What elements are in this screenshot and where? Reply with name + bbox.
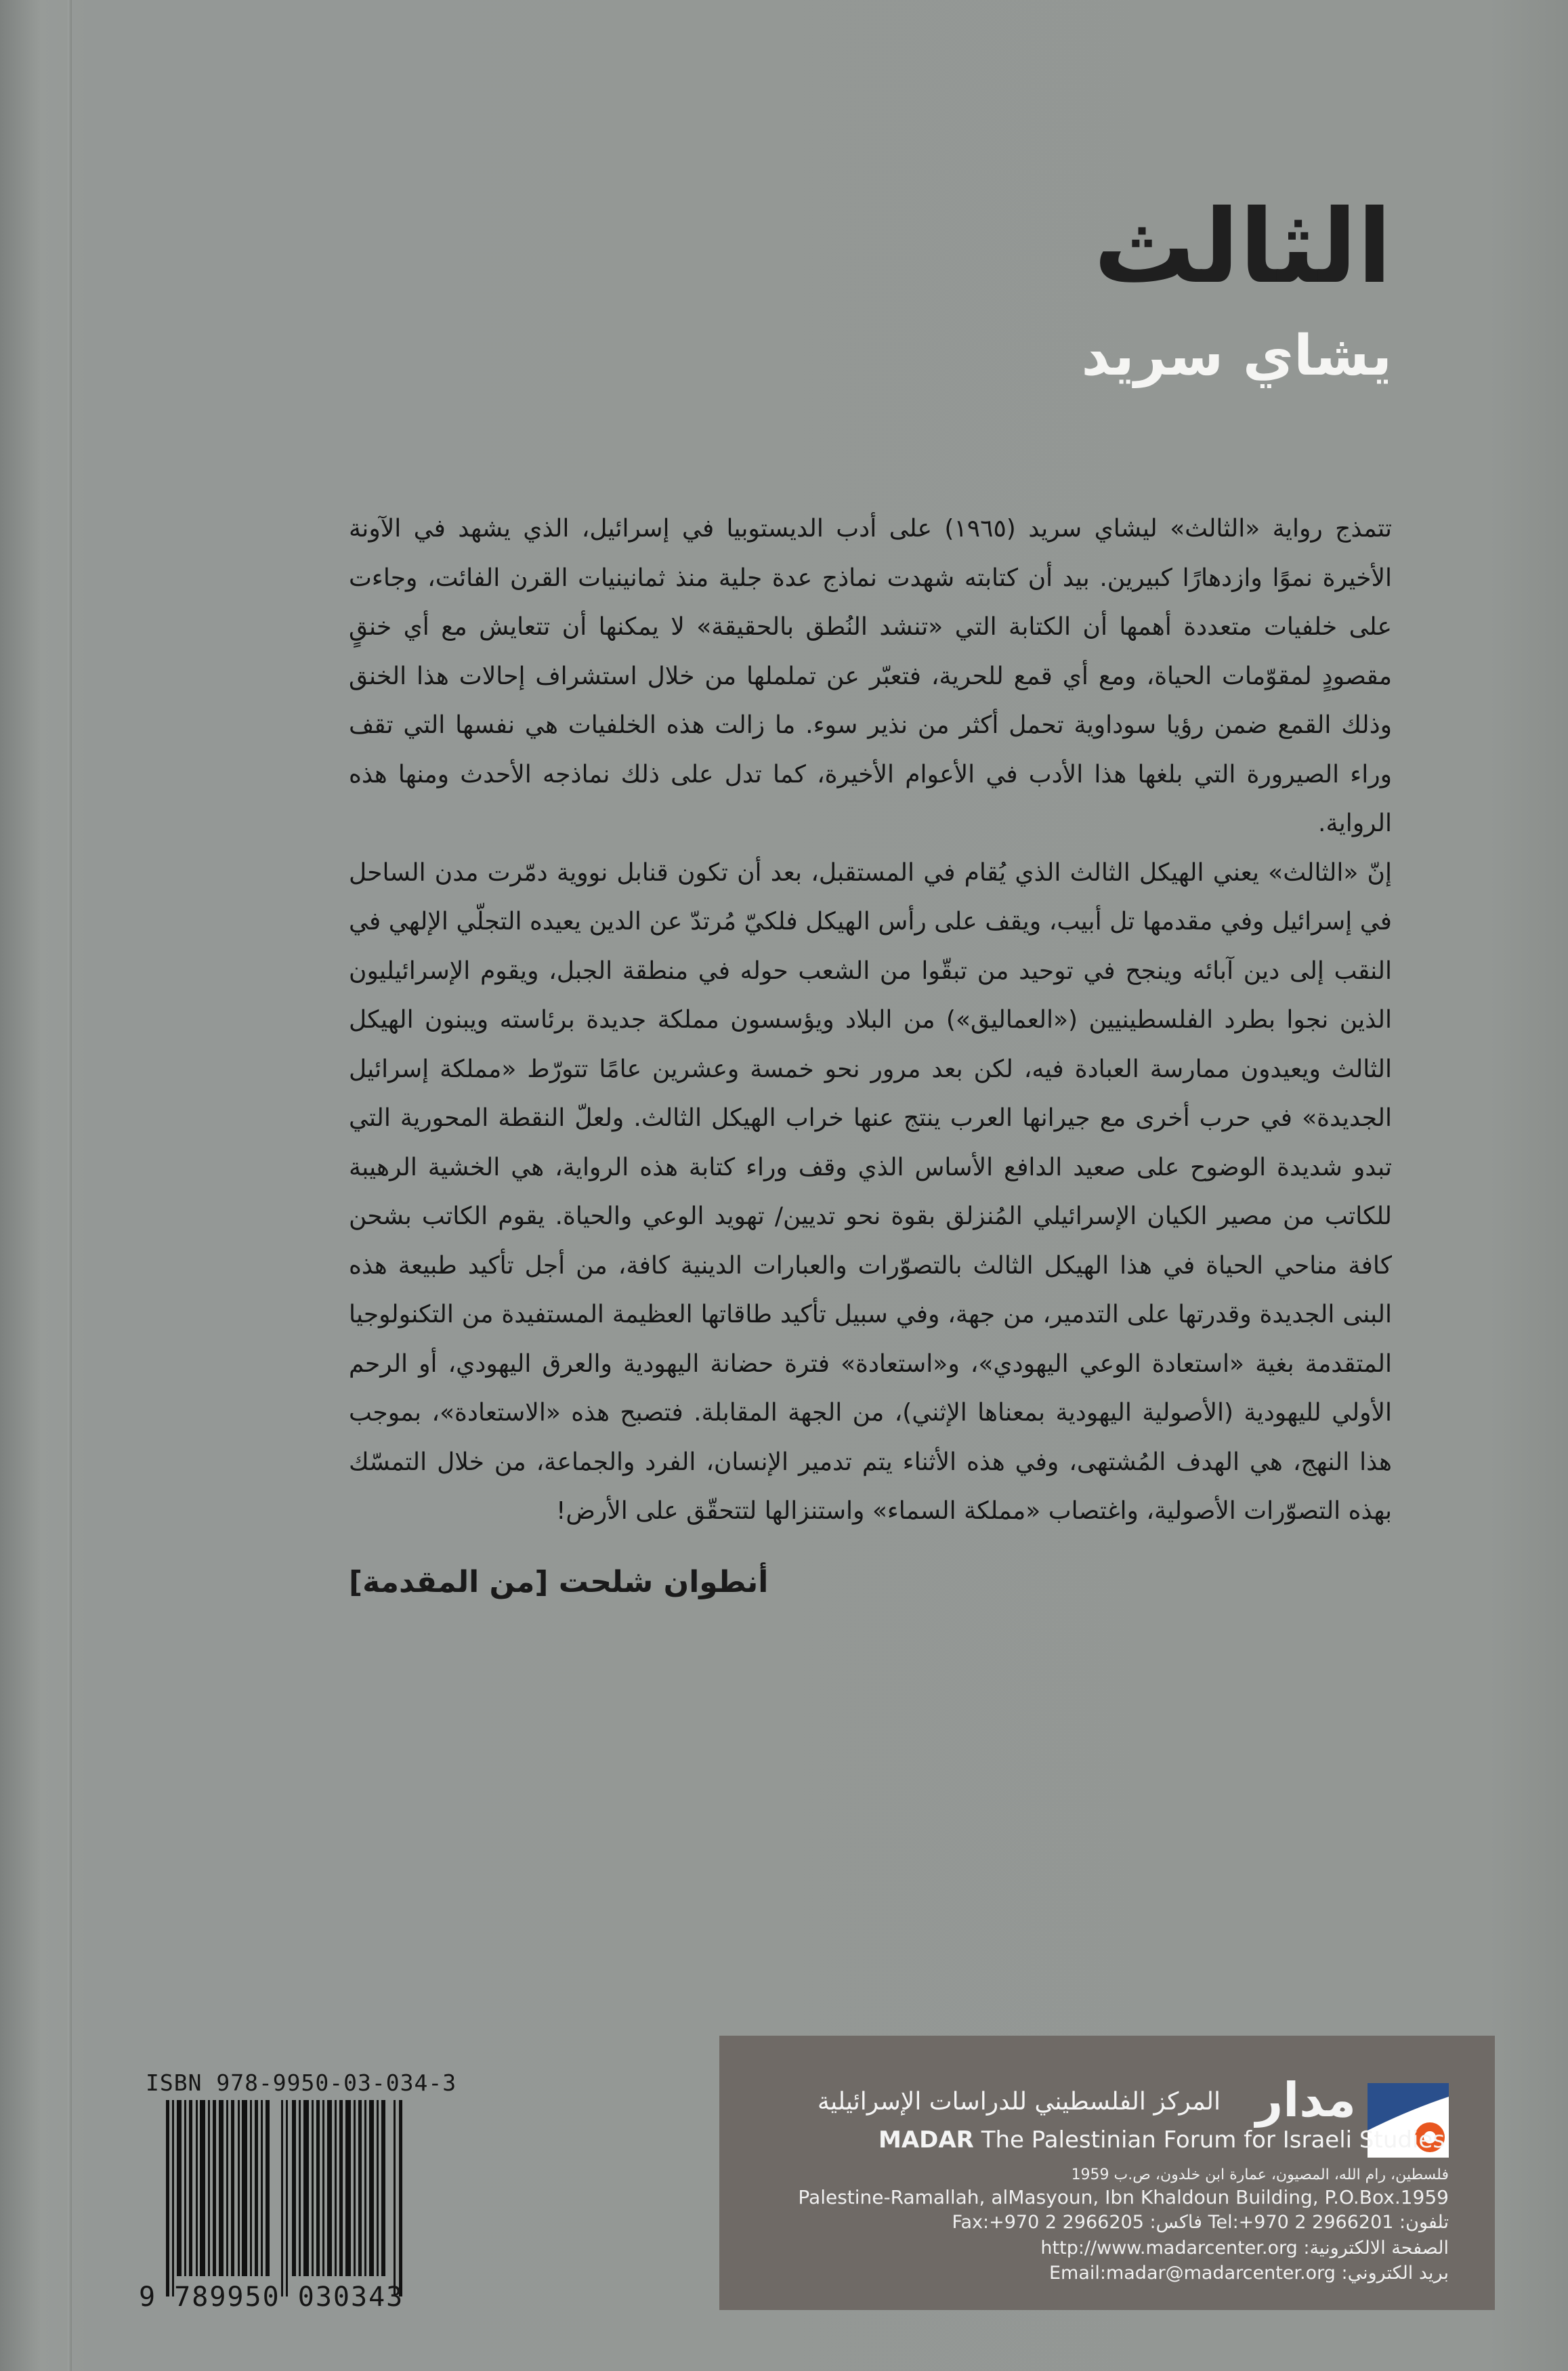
publisher-email: Email:madar@madarcenter.org :بريد الكتروني <box>1048 2263 1449 2284</box>
book-title: الثالث <box>1093 188 1392 306</box>
book-author: يشاي سريد <box>1081 324 1392 388</box>
blurb-text <box>349 505 1392 1536</box>
blurb-signature: أنطوان شلحت [من المقدمة] <box>349 1565 769 1599</box>
isbn-number: ISBN 978-9950-03-034-3 <box>146 2070 457 2096</box>
publisher-address-en: Palestine-Ramallah, alMasyoun, Ibn Khaldoun Building, P.O.Box.1959 <box>798 2186 1449 2208</box>
publisher-phone-fax: Fax:+970 2 2966205 :فاكس Tel:+970 2 2966201 :تلفون <box>952 2212 1449 2233</box>
publisher-box <box>719 2036 1495 2310</box>
publisher-brand-ar: مدار <box>1255 2072 1356 2128</box>
publisher-website: http://www.madarcenter.org :الصفحة الالكترونية <box>1040 2238 1449 2259</box>
blurb-paragraph-2: إنّ «الثالث» يعني الهيكل الثالث الذي يُقام في المستقبل، بعد أن تكون قنابل نووية دمّرت مدن الساحل في إسرائيل وفي مقدمها تل أبيب، ويقف على رأس الهيكل فلكيّ مُرتدّ عن الدين يعيده التجلّي الإلهي في النقب إلى دين آبائه وينجح في توحيد من تبقّوا من الشعب حوله في منطقة الجبل، ويقوم الإسرائيليون الذين نجوا بطرد الفلسطينيين («العماليق») من البلاد ويؤسسون مملكة جديدة برئاسته ويبنون الهيكل الثالث ويعيدون ممارسة العبادة فيه، لكن بعد مرور نحو خمسة وعشرين عامًا تتورّط «مملكة إسرائيل الجديدة» في حرب أخرى مع جيرانها العرب ينتج عنها خراب الهيكل الثالث. ولعلّ النقطة المحورية التي تبدو شديدة الوضوح على صعيد الدافع الأساس الذي وقف وراء كتابة هذه الرواية، هي الخشية الرهيبة للكاتب من مصير الكيان الإسرائيلي المُنزلق بقوة نحو تديين/ تهويد الوعي والحياة. يقوم الكاتب بشحن كافة مناحي الحياة في هذا الهيكل الثالث بالتصوّرات والعبارات الدينية كافة، من أجل تأكيد طبيعة هذه البنى الجديدة وقدرتها على التدمير، من جهة، وفي سبيل تأكيد طاقاتها العظيمة المستفيدة من التكنولوجيا المتقدمة بغية «استعادة الوعي اليهودي»، و«استعادة» فترة حضانة اليهودية والعرق اليهودي، أو الرحم الأولي لليهودية (الأصولية اليهودية بمعناها الإثني)، من الجهة المقابلة. فتصبح هذه «الاستعادة»، بموجب هذا النهج، هي الهدف المُشتهى، وفي هذه الأثناء يتم تدمير الإنسان، الفرد والجماعة، من خلال التمسّك بهذه التصوّرات الأصولية، واغتصاب «مملكة السماء» واستنزالها لتتحقّق على الأرض! <box>349 858 1392 1525</box>
publisher-brand-en: MADAR <box>878 2126 974 2154</box>
publisher-name-en-text: The Palestinian Forum for Israeli Studies <box>981 2126 1445 2154</box>
barcode <box>166 2100 410 2296</box>
publisher-name-en <box>878 2128 1445 2152</box>
publisher-address-ar: فلسطين، رام الله، المصيون، عمارة ابن خلدون، ص.ب 1959 <box>1071 2166 1449 2183</box>
barcode-digits: 9 789950 030343 <box>139 2282 404 2313</box>
publisher-name-ar: المركز الفلسطيني للدراسات الإسرائيلية <box>817 2088 1221 2116</box>
spine-crease <box>68 0 72 2371</box>
blurb-paragraph-1: تتمذج رواية «الثالث» ليشاي سريد (١٩٦٥) على أدب الديستوبيا في إسرائيل، الذي يشهد في الآونة الأخيرة نموًا وازدهارًا كبيرين. بيد أن كتابته شهدت نماذج عدة جلية منذ ثمانينيات القرن الفائت، وجاءت على خلفيات متعددة أهمها أن الكتابة التي «تنشد النُطق بالحقيقة» لا يمكنها أن تتعايش مع أي خنقٍ مقصودٍ لمقوّمات الحياة، ومع أي قمع للحرية، فتعبّر عن تململها من خلال استشراف إحالات هذا الخنق وذلك القمع ضمن رؤيا سوداوية تحمل أكثر من نذير سوء. ما زالت هذه الخلفيات هي نفسها التي تقف وراء الصيرورة التي بلغها هذا الأدب في الأعوام الأخيرة، كما تدل على ذلك نماذجه الأحدث ومنها هذه الرواية. <box>349 515 1392 837</box>
